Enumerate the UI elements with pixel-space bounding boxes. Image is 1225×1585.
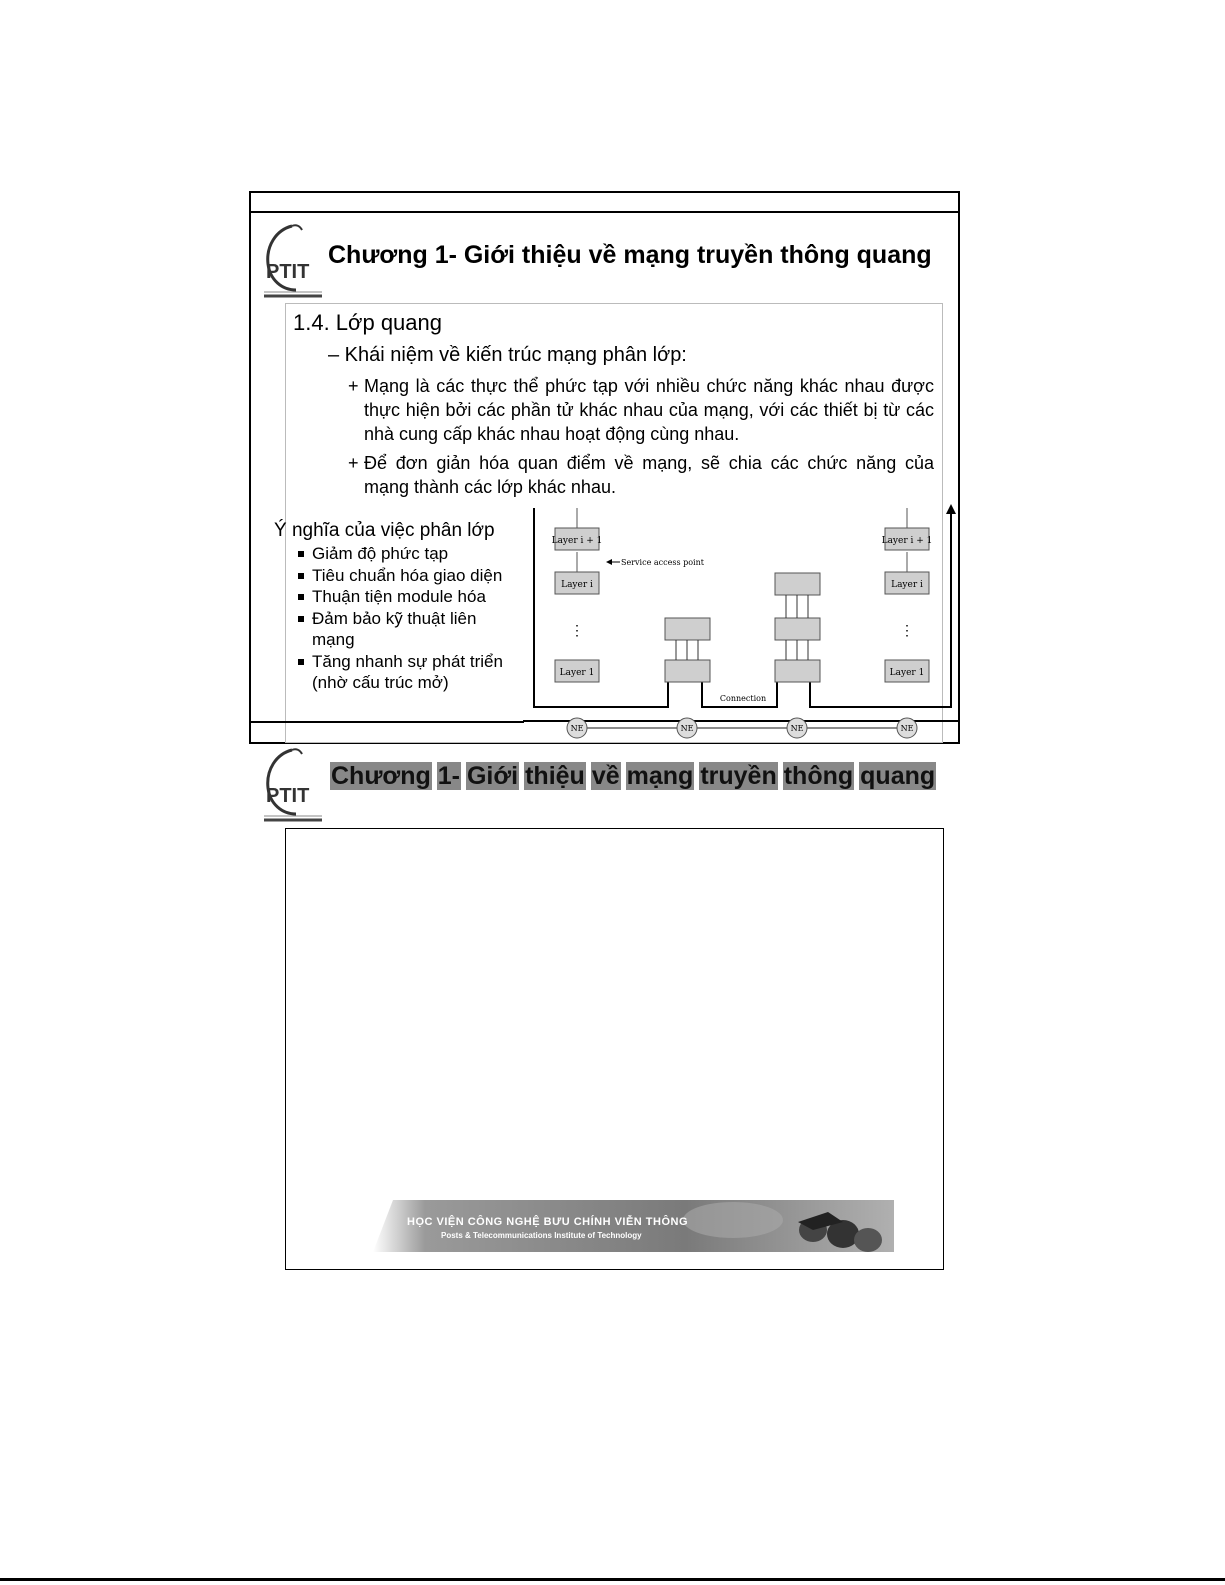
meaning-list — [296, 543, 532, 694]
meaning-item: Tăng nhanh sự phát triển (nhờ cấu trúc mở) — [296, 651, 522, 694]
logo-text: PTIT — [266, 261, 310, 283]
title-word: thông — [783, 762, 854, 790]
slide-2-title — [330, 762, 941, 791]
layer-label: Layer i — [891, 580, 923, 590]
ellipsis-label: ⋮ — [900, 623, 914, 639]
arrow-left-icon — [606, 559, 612, 565]
meaning-item: Tiêu chuẩn hóa giao diện — [296, 565, 532, 587]
layer-label: Layer i + 1 — [551, 536, 603, 546]
slide-1-title: Chương 1- Giới thiệu về mạng truyền thông quang — [328, 241, 932, 269]
connection-label: Connection — [719, 694, 767, 703]
arrow-up-icon — [946, 504, 956, 514]
service-access-point-label: Service access point — [621, 558, 704, 567]
plus-marker: + — [348, 376, 359, 396]
ne-node-label: NE — [570, 724, 584, 733]
page-bottom-rule — [0, 1578, 1225, 1581]
plus-item-text: Để đơn giản hóa quan điểm về mạng, sẽ chia các chức năng của mạng thành các lớp khác nhau. — [364, 453, 934, 497]
title-word: về — [591, 762, 620, 790]
banner-subtitle: Posts & Telecommunications Institute of Technology — [441, 1231, 642, 1240]
ne-node-label: NE — [790, 724, 804, 733]
plus-item-1 — [348, 374, 938, 446]
layer-label: Layer 1 — [889, 668, 925, 678]
layer-label: Layer 1 — [559, 668, 595, 678]
ne-node-label: NE — [680, 724, 694, 733]
dash-bullet: – Khái niệm về kiến trúc mạng phân lớp: — [328, 344, 687, 366]
meaning-title: Ý nghĩa của việc phân lớp — [274, 520, 495, 541]
plus-item-text: Mạng là các thực thể phức tạp với nhiều chức năng khác nhau được thực hiện bởi các phần tử khác nhau của mạng, với các thiết bị từ các nhà cung cấp khác nhau hoạt động cùng nhau. — [364, 376, 934, 444]
meaning-item: Thuận tiện module hóa — [296, 586, 532, 608]
ne-node-label: NE — [900, 724, 914, 733]
slide-1-top-rule — [249, 211, 960, 213]
ptit-banner — [373, 1200, 894, 1252]
layer-box — [775, 618, 820, 640]
layer-box — [775, 660, 820, 682]
section-heading: 1.4. Lớp quang — [293, 310, 442, 335]
layer-label: Layer i — [561, 580, 593, 590]
plus-item-2 — [348, 451, 938, 499]
meaning-item: Đảm bảo kỹ thuật liên mạng — [296, 608, 512, 651]
layer-box — [665, 660, 710, 682]
title-word: Giới — [466, 762, 519, 790]
ptit-logo — [262, 222, 324, 298]
title-word: quang — [860, 762, 936, 790]
title-word: thiệu — [525, 762, 585, 790]
ellipsis-label: ⋮ — [570, 623, 584, 639]
title-word: mạng — [626, 762, 694, 790]
plus-marker: + — [348, 453, 359, 473]
layer-box — [775, 573, 820, 595]
layer-label: Layer i + 1 — [881, 536, 933, 546]
layer-box — [665, 618, 710, 640]
slide-1-inner-rule — [249, 721, 524, 723]
ptit-logo — [262, 746, 324, 822]
title-word: truyền — [700, 762, 777, 790]
title-word: 1- — [437, 762, 460, 790]
title-word: Chương — [331, 762, 431, 790]
meaning-item: Giảm độ phức tạp — [296, 543, 532, 565]
logo-text: PTIT — [266, 785, 310, 807]
banner-title: HỌC VIỆN CÔNG NGHỆ BƯU CHÍNH VIỄN THÔNG — [407, 1216, 689, 1228]
layer-diagram — [520, 500, 960, 745]
